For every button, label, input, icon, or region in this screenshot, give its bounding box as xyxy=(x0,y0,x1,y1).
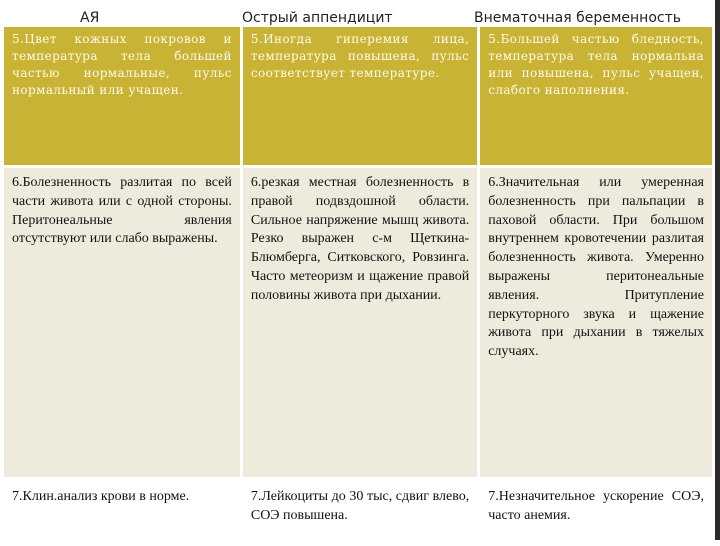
table-row xyxy=(4,479,712,545)
table-row xyxy=(4,27,712,167)
header-col3: Внематочная беременность xyxy=(474,10,682,26)
comparison-table xyxy=(4,27,712,546)
cell-row6-col3: 6.Значительная или умеренная болезненность при пальпации в паховой области. При большом внутреннем кровотечении разлитая болезненность живота. Умеренно выражены перитонеальные явления. Притупление перкуторного звука и щажение живота при дыхании в тяжелых случаях. xyxy=(479,167,712,479)
cell-row5-col3: 5.Большей частью бледность, температура тела нормальна или повышена, пульс учащен, слабого наполнения. xyxy=(479,27,712,167)
right-edge-shadow xyxy=(715,0,720,540)
cell-row5-col1: 5.Цвет кожных покровов и температура тела большей частью нормальные, пульс нормальный или учащен. xyxy=(4,27,241,167)
cell-row6-col2: 6.резкая местная болезненность в правой подвздошной области. Сильное напряжение мышц живота. Резко выражен с-м Щеткина-Блюмберга, Ситковского, Ровзинга. Часто метеоризм и щажение правой половины живота при дыхании. xyxy=(241,167,478,479)
cell-row7-col2: 7.Лейкоциты до 30 тыс, сдвиг влево, СОЭ повышена. xyxy=(241,479,478,545)
header-col2: Острый аппендицит xyxy=(242,10,393,26)
cell-row7-col3: 7.Незначительное ускорение СОЭ, часто анемия. xyxy=(479,479,712,545)
cell-row7-col1: 7.Клин.анализ крови в норме. xyxy=(4,479,241,545)
header-col1: АЯ xyxy=(80,10,100,26)
cell-row6-col1: 6.Болезненность разлитая по всей части живота или с одной стороны. Перитонеальные явления отсутствуют или слабо выражены. xyxy=(4,167,241,479)
cell-row5-col2: 5.Иногда гиперемия лица, температура повышена, пульс соответствует температуре. xyxy=(241,27,478,167)
table-row xyxy=(4,167,712,479)
